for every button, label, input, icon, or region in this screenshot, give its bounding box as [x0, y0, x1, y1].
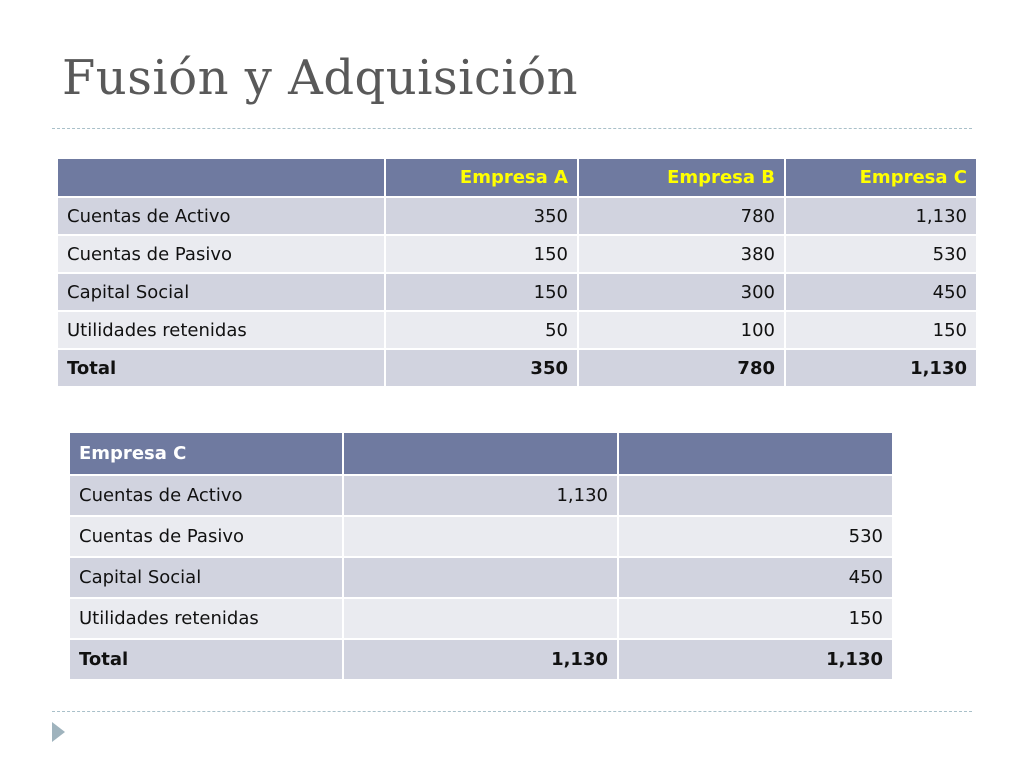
- slide-title: Fusión y Adquisición: [62, 50, 579, 106]
- header-cell-empresa-a: Empresa A: [385, 158, 578, 197]
- cell-empresa-c: 1,130: [785, 197, 977, 235]
- cell-empresa-b: 780: [578, 197, 785, 235]
- cell-empresa-b: 300: [578, 273, 785, 311]
- header-cell-blank: [618, 432, 893, 475]
- cell-debit: [343, 516, 618, 557]
- bottom-divider: [52, 711, 972, 712]
- row-label: Cuentas de Pasivo: [69, 516, 343, 557]
- row-label: Cuentas de Activo: [69, 475, 343, 516]
- cell-empresa-a: 50: [385, 311, 578, 349]
- cell-empresa-a: 150: [385, 235, 578, 273]
- table-row: [57, 235, 977, 273]
- triangle-bullet-icon: [52, 722, 65, 742]
- cell-empresa-c: 150: [785, 311, 977, 349]
- header-cell-empresa-c: Empresa C: [785, 158, 977, 197]
- table-row: [57, 311, 977, 349]
- cell-empresa-a: 350: [385, 197, 578, 235]
- table-header-row: [57, 158, 977, 197]
- cell-debit: [343, 557, 618, 598]
- company-balance-table: [56, 157, 978, 388]
- cell-credit: 150: [618, 598, 893, 639]
- cell-empresa-a: 150: [385, 273, 578, 311]
- table-row: [57, 197, 977, 235]
- header-cell-blank: [343, 432, 618, 475]
- table-row: [69, 475, 893, 516]
- total-row: [57, 349, 977, 387]
- row-label: Total: [57, 349, 385, 387]
- row-label: Total: [69, 639, 343, 680]
- cell-credit: 450: [618, 557, 893, 598]
- cell-credit: 1,130: [618, 639, 893, 680]
- header-cell-blank: [57, 158, 385, 197]
- total-row: [69, 639, 893, 680]
- cell-empresa-a: 350: [385, 349, 578, 387]
- cell-debit: [343, 598, 618, 639]
- cell-credit: [618, 475, 893, 516]
- table-row: [57, 273, 977, 311]
- row-label: Cuentas de Pasivo: [57, 235, 385, 273]
- cell-empresa-c: 530: [785, 235, 977, 273]
- cell-empresa-b: 780: [578, 349, 785, 387]
- table-row: [69, 598, 893, 639]
- table-row: [69, 557, 893, 598]
- table-row: [69, 516, 893, 557]
- cell-debit: 1,130: [343, 475, 618, 516]
- header-cell-empresa-c: Empresa C: [69, 432, 343, 475]
- cell-empresa-b: 100: [578, 311, 785, 349]
- cell-debit: 1,130: [343, 639, 618, 680]
- table-header-row: [69, 432, 893, 475]
- top-divider: [52, 128, 972, 129]
- empresa-c-entry-table: [68, 431, 894, 681]
- header-cell-empresa-b: Empresa B: [578, 158, 785, 197]
- cell-empresa-c: 1,130: [785, 349, 977, 387]
- cell-empresa-b: 380: [578, 235, 785, 273]
- row-label: Capital Social: [69, 557, 343, 598]
- cell-credit: 530: [618, 516, 893, 557]
- row-label: Utilidades retenidas: [57, 311, 385, 349]
- row-label: Utilidades retenidas: [69, 598, 343, 639]
- row-label: Cuentas de Activo: [57, 197, 385, 235]
- cell-empresa-c: 450: [785, 273, 977, 311]
- row-label: Capital Social: [57, 273, 385, 311]
